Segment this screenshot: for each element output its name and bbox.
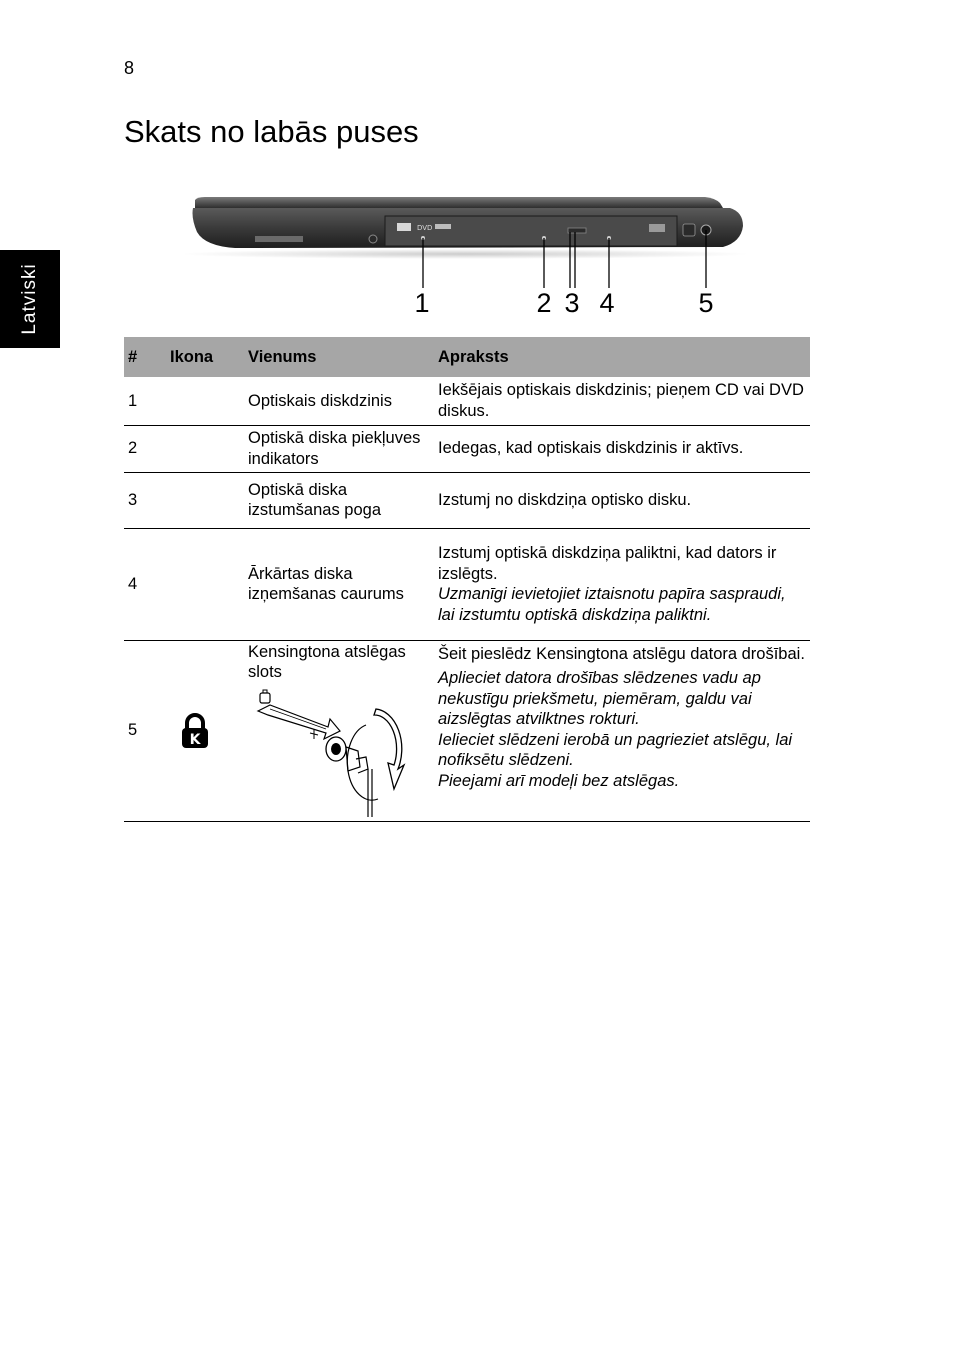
row-item: Optiskā diska piekļuves indikators	[244, 425, 434, 472]
language-tab	[0, 250, 60, 348]
language-tab-label: Latviski	[19, 263, 40, 335]
row-icon	[166, 528, 244, 640]
laptop-right-side-figure	[175, 188, 755, 328]
row-description	[434, 640, 810, 821]
header-number: #	[124, 337, 166, 377]
row-description: Iedegas, kad optiskais diskdzinis ir aktīvs.	[434, 425, 810, 472]
row-description	[434, 528, 810, 640]
row-icon	[166, 377, 244, 425]
header-description: Apraksts	[434, 337, 810, 377]
row-item: Optiskā diska izstumšanas poga	[244, 472, 434, 528]
callout-2: 2	[536, 288, 552, 318]
row-description-note: Pieejami arī modeļi bez atslēgas.	[438, 771, 680, 790]
laptop-right-side-illustration	[175, 188, 755, 288]
table-header-row	[124, 337, 810, 377]
table-row	[124, 377, 810, 425]
row-description-note: Ielieciet slēdzeni ierobā un pagrieziet atslēgu, lai nofiksētu slēdzeni.	[438, 730, 793, 769]
callout-5: 5	[698, 288, 714, 318]
kensington-lock-icon	[180, 713, 210, 749]
cable-lock-illustration	[248, 689, 428, 819]
spec-table	[124, 337, 810, 822]
row-description: Izstumj no diskdziņa optisko disku.	[434, 472, 810, 528]
row-item: Ārkārtas diska izņemšanas caurums	[244, 528, 434, 640]
table-row	[124, 472, 810, 528]
table-row	[124, 640, 810, 821]
row-number: 3	[124, 472, 166, 528]
row-number: 4	[124, 528, 166, 640]
header-item: Vienums	[244, 337, 434, 377]
row-item	[244, 640, 434, 821]
page-number: 8	[124, 58, 135, 78]
row-icon	[166, 640, 244, 821]
row-icon	[166, 472, 244, 528]
row-number: 2	[124, 425, 166, 472]
row-number: 1	[124, 377, 166, 425]
header-icon: Ikona	[166, 337, 244, 377]
row-description-note: Uzmanīgi ievietojiet iztaisnotu papīra saspraudi, lai izstumtu optiskā diskdziņa paliktni.	[438, 585, 786, 624]
callout-3: 3	[564, 288, 580, 318]
row-number: 5	[124, 640, 166, 821]
callout-4: 4	[599, 288, 615, 318]
svg-text:K: K	[189, 731, 201, 748]
table-row	[124, 528, 810, 640]
row-description-text: Izstumj optiskā diskdziņa paliktni, kad dators ir izslēgts.	[438, 544, 777, 583]
row-description-note: Aplieciet datora drošības slēdzenes vadu ap nekustīgu priekšmetu, piemēram, galdu vai aizslēgtas atvilktnes rokturi.	[438, 669, 761, 728]
row-description: Iekšējais optiskais diskdzinis; pieņem CD vai DVD diskus.	[434, 377, 810, 425]
row-description-text: Šeit pieslēdz Kensingtona atslēgu datora drošībai.	[438, 644, 805, 663]
svg-text:DVD: DVD	[417, 224, 433, 232]
row-item: Optiskais diskdzinis	[244, 377, 434, 425]
row-icon	[166, 425, 244, 472]
page-title: Skats no labās puses	[124, 114, 419, 149]
table-row	[124, 425, 810, 472]
row-item-text: Kensingtona atslēgas slots	[248, 642, 406, 681]
callout-1: 1	[414, 288, 430, 318]
